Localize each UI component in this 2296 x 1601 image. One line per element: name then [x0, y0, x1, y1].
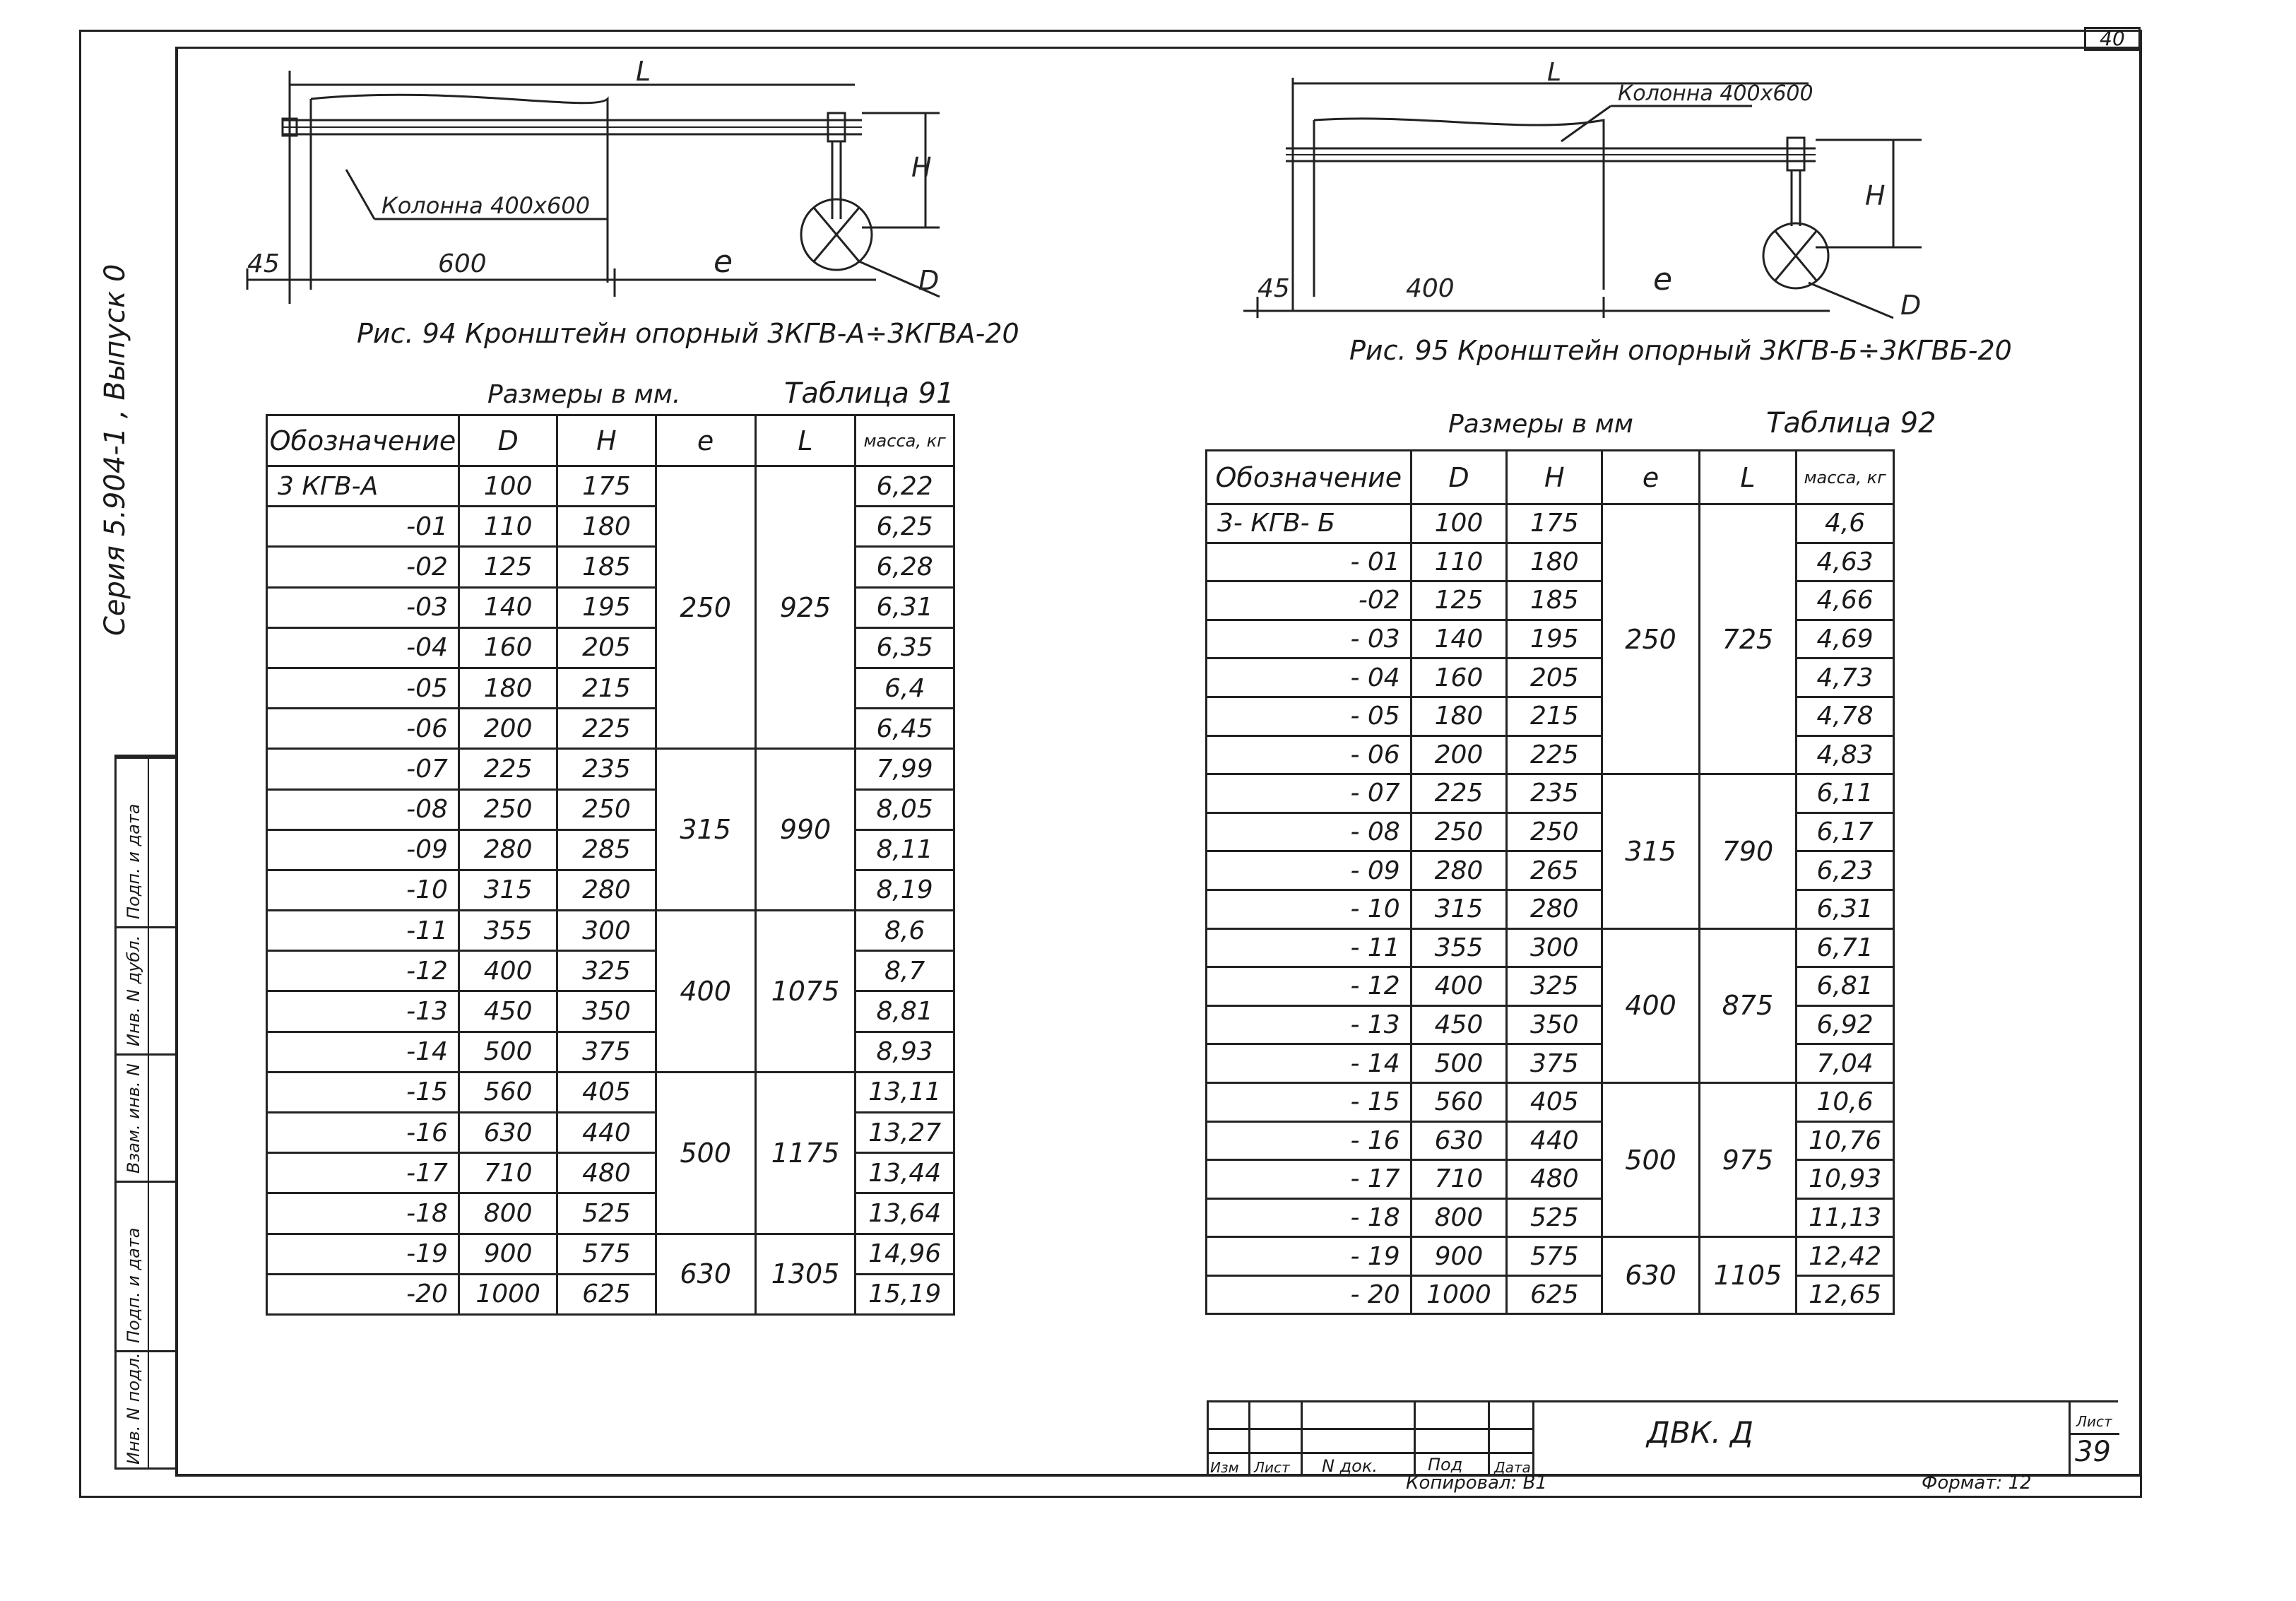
h-cell: 575 — [557, 1234, 656, 1274]
e-cell: 630 — [656, 1234, 755, 1314]
h-cell: 195 — [1507, 620, 1602, 658]
table-row — [267, 1072, 954, 1112]
mass-cell: 6,71 — [1797, 928, 1894, 967]
mass-cell: 7,04 — [1797, 1044, 1894, 1083]
designation-cell: - 06 — [1207, 735, 1412, 774]
table-row — [267, 911, 954, 951]
designation-cell: -15 — [267, 1072, 459, 1112]
dim-L-label: L — [1547, 58, 1562, 87]
dim-H-label: H — [911, 152, 932, 183]
stamp-label: Подп. и дата — [124, 803, 143, 919]
dim-e-label: e — [1653, 261, 1673, 297]
dim-45-label: 45 — [1258, 274, 1290, 303]
designation-cell: -02 — [1207, 581, 1412, 620]
designation-cell: - 20 — [1207, 1275, 1412, 1314]
dim-L-label: L — [636, 57, 651, 87]
mass-cell: 15,19 — [856, 1274, 954, 1314]
tb-label-doc: N док. — [1322, 1456, 1378, 1476]
mass-cell: 8,93 — [856, 1032, 954, 1072]
d-cell: 900 — [458, 1234, 557, 1274]
mass-cell: 14,96 — [856, 1234, 954, 1274]
figure-95-caption: Рис. 95 Кронштейн опорный 3КГВ-Б÷3КГВБ-20 — [1349, 335, 2012, 366]
designation-cell: - 14 — [1207, 1044, 1412, 1083]
designation-cell: -04 — [267, 627, 459, 668]
h-cell: 205 — [1507, 658, 1602, 697]
header-mass: масса, кг — [1797, 451, 1894, 504]
stamp-cell-replace-inv — [117, 1053, 176, 1181]
mass-cell: 12,42 — [1797, 1237, 1894, 1276]
e-cell: 500 — [656, 1072, 755, 1234]
designation-cell: - 09 — [1207, 851, 1412, 890]
h-cell: 185 — [557, 547, 656, 587]
d-cell: 140 — [458, 587, 557, 627]
l-cell: 790 — [1699, 774, 1797, 928]
d-cell: 180 — [1411, 697, 1507, 735]
mass-cell: 13,64 — [856, 1193, 954, 1234]
h-cell: 265 — [1507, 851, 1602, 890]
mass-cell: 6,45 — [856, 709, 954, 749]
d-cell: 110 — [1411, 543, 1507, 581]
designation-cell: - 17 — [1207, 1160, 1412, 1199]
h-cell: 375 — [557, 1032, 656, 1072]
mass-cell: 6,81 — [1797, 967, 1894, 1006]
designation-cell: -16 — [267, 1113, 459, 1153]
table-row — [267, 466, 954, 507]
copied-by: Копировал: В1 — [1406, 1472, 1547, 1494]
mass-cell: 12,65 — [1797, 1275, 1894, 1314]
mass-cell: 4,83 — [1797, 735, 1894, 774]
h-cell: 625 — [557, 1274, 656, 1314]
h-cell: 350 — [1507, 1005, 1602, 1044]
dim-600-label: 600 — [438, 249, 487, 278]
header-e: e — [1602, 451, 1699, 504]
mass-cell: 8,6 — [856, 911, 954, 951]
e-cell: 500 — [1602, 1082, 1699, 1236]
figure-94-drawing — [240, 57, 1116, 360]
e-cell: 630 — [1602, 1237, 1699, 1314]
table-row — [267, 1234, 954, 1274]
stamp-label: Подп. и дата — [124, 1227, 143, 1343]
h-cell: 300 — [1507, 928, 1602, 967]
corner-page-number: 40 — [2084, 27, 2141, 51]
h-cell: 215 — [1507, 697, 1602, 735]
designation-cell: - 11 — [1207, 928, 1412, 967]
h-cell: 280 — [1507, 890, 1602, 928]
stamp-label: Взам. инв. N — [124, 1063, 143, 1174]
d-cell: 200 — [1411, 735, 1507, 774]
d-cell: 450 — [458, 991, 557, 1032]
table-91-units: Размеры в мм. — [487, 380, 681, 409]
h-cell: 180 — [1507, 543, 1602, 581]
d-cell: 160 — [1411, 658, 1507, 697]
e-cell: 400 — [1602, 928, 1699, 1082]
h-cell: 525 — [1507, 1198, 1602, 1237]
h-cell: 225 — [1507, 735, 1602, 774]
h-cell: 250 — [557, 789, 656, 829]
tb-label-sheet: Лист — [1254, 1459, 1290, 1476]
table-row — [1207, 774, 1894, 813]
mass-cell: 7,99 — [856, 749, 954, 789]
d-cell: 710 — [458, 1153, 557, 1193]
d-cell: 280 — [458, 829, 557, 870]
h-cell: 405 — [557, 1072, 656, 1112]
mass-cell: 13,27 — [856, 1113, 954, 1153]
l-cell: 990 — [755, 749, 855, 911]
designation-cell: - 03 — [1207, 620, 1412, 658]
mass-cell: 6,22 — [856, 466, 954, 507]
table-92-units: Размеры в мм — [1448, 410, 1633, 439]
tb-label-date: Дата — [1494, 1459, 1531, 1476]
d-cell: 225 — [458, 749, 557, 789]
table-row — [1207, 1082, 1894, 1121]
dim-H-label: H — [1865, 180, 1886, 211]
designation-cell: - 04 — [1207, 658, 1412, 697]
header-designation: Обозначение — [1207, 451, 1412, 504]
l-cell: 1175 — [755, 1072, 855, 1234]
designation-cell: -20 — [267, 1274, 459, 1314]
d-cell: 280 — [1411, 851, 1507, 890]
h-cell: 480 — [557, 1153, 656, 1193]
d-cell: 225 — [1411, 774, 1507, 813]
designation-cell: -05 — [267, 668, 459, 708]
mass-cell: 4,6 — [1797, 504, 1894, 543]
mass-cell: 6,92 — [1797, 1005, 1894, 1044]
designation-cell: - 05 — [1207, 697, 1412, 735]
designation-cell: - 13 — [1207, 1005, 1412, 1044]
h-cell: 250 — [1507, 813, 1602, 851]
e-cell: 250 — [656, 466, 755, 749]
h-cell: 625 — [1507, 1275, 1602, 1314]
stamp-cell-sign-date-2 — [117, 757, 176, 926]
d-cell: 250 — [458, 789, 557, 829]
h-cell: 405 — [1507, 1082, 1602, 1121]
figure-95-drawing — [1243, 57, 2091, 339]
header-L: L — [1699, 451, 1797, 504]
d-cell: 100 — [458, 466, 557, 507]
mass-cell: 11,13 — [1797, 1198, 1894, 1237]
dim-e-label: e — [714, 244, 733, 280]
designation-cell: -19 — [267, 1234, 459, 1274]
designation-cell: -03 — [267, 587, 459, 627]
mass-cell: 10,93 — [1797, 1160, 1894, 1199]
d-cell: 630 — [458, 1113, 557, 1153]
e-cell: 400 — [656, 911, 755, 1073]
h-cell: 280 — [557, 870, 656, 910]
d-cell: 560 — [458, 1072, 557, 1112]
l-cell: 1075 — [755, 911, 855, 1073]
designation-cell: - 10 — [1207, 890, 1412, 928]
e-cell: 315 — [1602, 774, 1699, 928]
h-cell: 205 — [557, 627, 656, 668]
h-cell: 350 — [557, 991, 656, 1032]
header-L: L — [755, 415, 855, 466]
d-cell: 140 — [1411, 620, 1507, 658]
mass-cell: 4,66 — [1797, 581, 1894, 620]
designation-cell: - 19 — [1207, 1237, 1412, 1276]
designation-cell: - 08 — [1207, 813, 1412, 851]
d-cell: 500 — [458, 1032, 557, 1072]
designation-cell: -02 — [267, 547, 459, 587]
d-cell: 355 — [1411, 928, 1507, 967]
designation-cell: - 18 — [1207, 1198, 1412, 1237]
stamp-cell-orig-inv — [117, 1350, 176, 1472]
h-cell: 325 — [557, 951, 656, 991]
mass-cell: 4,69 — [1797, 620, 1894, 658]
mass-cell: 6,28 — [856, 547, 954, 587]
l-cell: 875 — [1699, 928, 1797, 1082]
h-cell: 440 — [557, 1113, 656, 1153]
d-cell: 125 — [458, 547, 557, 587]
h-cell: 175 — [557, 466, 656, 507]
format-label: Формат: 12 — [1922, 1472, 2032, 1494]
h-cell: 300 — [557, 911, 656, 951]
sheet-number-box — [2069, 1400, 2119, 1477]
header-D: D — [458, 415, 557, 466]
d-cell: 450 — [1411, 1005, 1507, 1044]
mass-cell: 4,78 — [1797, 697, 1894, 735]
dim-D-label: D — [1900, 290, 1922, 321]
designation-cell: -13 — [267, 991, 459, 1032]
table-row — [267, 749, 954, 789]
dim-D-label: D — [918, 265, 940, 296]
d-cell: 900 — [1411, 1237, 1507, 1276]
designation-cell: -01 — [267, 507, 459, 547]
designation-cell: -09 — [267, 829, 459, 870]
d-cell: 400 — [458, 951, 557, 991]
table-row — [1207, 1237, 1894, 1276]
designation-cell: - 15 — [1207, 1082, 1412, 1121]
header-H: H — [557, 415, 656, 466]
designation-cell: -08 — [267, 789, 459, 829]
d-cell: 125 — [1411, 581, 1507, 620]
stamp-cell-dup-inv — [117, 926, 176, 1053]
h-cell: 575 — [1507, 1237, 1602, 1276]
designation-cell: -17 — [267, 1153, 459, 1193]
mass-cell: 8,7 — [856, 951, 954, 991]
figure-94-caption: Рис. 94 Кронштейн опорный 3КГВ-А÷3КГВА-20 — [357, 318, 1019, 349]
table-92-title: Таблица 92 — [1766, 407, 1936, 439]
designation-cell: -10 — [267, 870, 459, 910]
mass-cell: 6,31 — [856, 587, 954, 627]
sheet-number: 39 — [2075, 1436, 2111, 1468]
designation-cell: 3 КГВ-А — [267, 466, 459, 507]
h-cell: 185 — [1507, 581, 1602, 620]
tb-label-sign: Под — [1428, 1455, 1463, 1475]
d-cell: 500 — [1411, 1044, 1507, 1083]
l-cell: 1305 — [755, 1234, 855, 1314]
designation-cell: -07 — [267, 749, 459, 789]
e-cell: 315 — [656, 749, 755, 911]
h-cell: 480 — [1507, 1160, 1602, 1199]
stamp-cell-sign-date-1 — [117, 1181, 176, 1350]
designation-cell: -06 — [267, 709, 459, 749]
h-cell: 180 — [557, 507, 656, 547]
l-cell: 1105 — [1699, 1237, 1797, 1314]
mass-cell: 10,76 — [1797, 1121, 1894, 1160]
mass-cell: 8,11 — [856, 829, 954, 870]
d-cell: 200 — [458, 709, 557, 749]
mass-cell: 13,44 — [856, 1153, 954, 1193]
h-cell: 175 — [1507, 504, 1602, 543]
d-cell: 630 — [1411, 1121, 1507, 1160]
mass-cell: 8,81 — [856, 991, 954, 1032]
mass-cell: 10,6 — [1797, 1082, 1894, 1121]
stamp-column — [114, 755, 178, 1470]
series-label: Серия 5.904-1 , Выпуск 0 — [99, 264, 131, 636]
h-cell: 440 — [1507, 1121, 1602, 1160]
d-cell: 560 — [1411, 1082, 1507, 1121]
h-cell: 235 — [1507, 774, 1602, 813]
mass-cell: 4,63 — [1797, 543, 1894, 581]
table-91 — [266, 414, 955, 1316]
document-designation: ДВК. Д — [1647, 1415, 1753, 1450]
column-label: Колонна 400х600 — [1618, 81, 1813, 106]
table-row — [1207, 504, 1894, 543]
d-cell: 800 — [458, 1193, 557, 1234]
designation-cell: -18 — [267, 1193, 459, 1234]
header-H: H — [1507, 451, 1602, 504]
d-cell: 1000 — [1411, 1275, 1507, 1314]
d-cell: 160 — [458, 627, 557, 668]
d-cell: 250 — [1411, 813, 1507, 851]
header-designation: Обозначение — [267, 415, 459, 466]
header-D: D — [1411, 451, 1507, 504]
stamp-label: Инв. N подл. — [124, 1352, 143, 1465]
designation-cell: -11 — [267, 911, 459, 951]
d-cell: 355 — [458, 911, 557, 951]
h-cell: 285 — [557, 829, 656, 870]
mass-cell: 4,73 — [1797, 658, 1894, 697]
l-cell: 925 — [755, 466, 855, 749]
h-cell: 235 — [557, 749, 656, 789]
d-cell: 1000 — [458, 1274, 557, 1314]
mass-cell: 13,11 — [856, 1072, 954, 1112]
table-92 — [1205, 449, 1895, 1315]
dim-400-label: 400 — [1406, 274, 1455, 303]
d-cell: 315 — [1411, 890, 1507, 928]
table-91-title: Таблица 91 — [784, 377, 954, 410]
d-cell: 315 — [458, 870, 557, 910]
title-block — [1207, 1400, 2118, 1477]
designation-cell: - 16 — [1207, 1121, 1412, 1160]
mass-cell: 6,4 — [856, 668, 954, 708]
l-cell: 975 — [1699, 1082, 1797, 1236]
table-row — [1207, 928, 1894, 967]
h-cell: 195 — [557, 587, 656, 627]
mass-cell: 6,31 — [1797, 890, 1894, 928]
mass-cell: 6,25 — [856, 507, 954, 547]
d-cell: 800 — [1411, 1198, 1507, 1237]
mass-cell: 6,17 — [1797, 813, 1894, 851]
h-cell: 215 — [557, 668, 656, 708]
mass-cell: 8,19 — [856, 870, 954, 910]
mass-cell: 6,11 — [1797, 774, 1894, 813]
sheet-label: Лист — [2076, 1413, 2112, 1430]
column-label: Колонна 400х600 — [381, 192, 591, 219]
d-cell: 110 — [458, 507, 557, 547]
designation-cell: -14 — [267, 1032, 459, 1072]
d-cell: 710 — [1411, 1160, 1507, 1199]
l-cell: 725 — [1699, 504, 1797, 774]
h-cell: 225 — [557, 709, 656, 749]
stamp-label: Инв. N дубл. — [124, 935, 143, 1046]
d-cell: 400 — [1411, 967, 1507, 1006]
designation-cell: -12 — [267, 951, 459, 991]
dim-45-label: 45 — [247, 249, 280, 278]
mass-cell: 8,05 — [856, 789, 954, 829]
tb-label-change: Изм — [1210, 1459, 1239, 1476]
mass-cell: 6,35 — [856, 627, 954, 668]
h-cell: 325 — [1507, 967, 1602, 1006]
header-mass: масса, кг — [856, 415, 954, 466]
designation-cell: 3- КГВ- Б — [1207, 504, 1412, 543]
d-cell: 100 — [1411, 504, 1507, 543]
designation-cell: - 12 — [1207, 967, 1412, 1006]
header-e: e — [656, 415, 755, 466]
h-cell: 525 — [557, 1193, 656, 1234]
designation-cell: - 01 — [1207, 543, 1412, 581]
d-cell: 180 — [458, 668, 557, 708]
mass-cell: 6,23 — [1797, 851, 1894, 890]
e-cell: 250 — [1602, 504, 1699, 774]
designation-cell: - 07 — [1207, 774, 1412, 813]
h-cell: 375 — [1507, 1044, 1602, 1083]
